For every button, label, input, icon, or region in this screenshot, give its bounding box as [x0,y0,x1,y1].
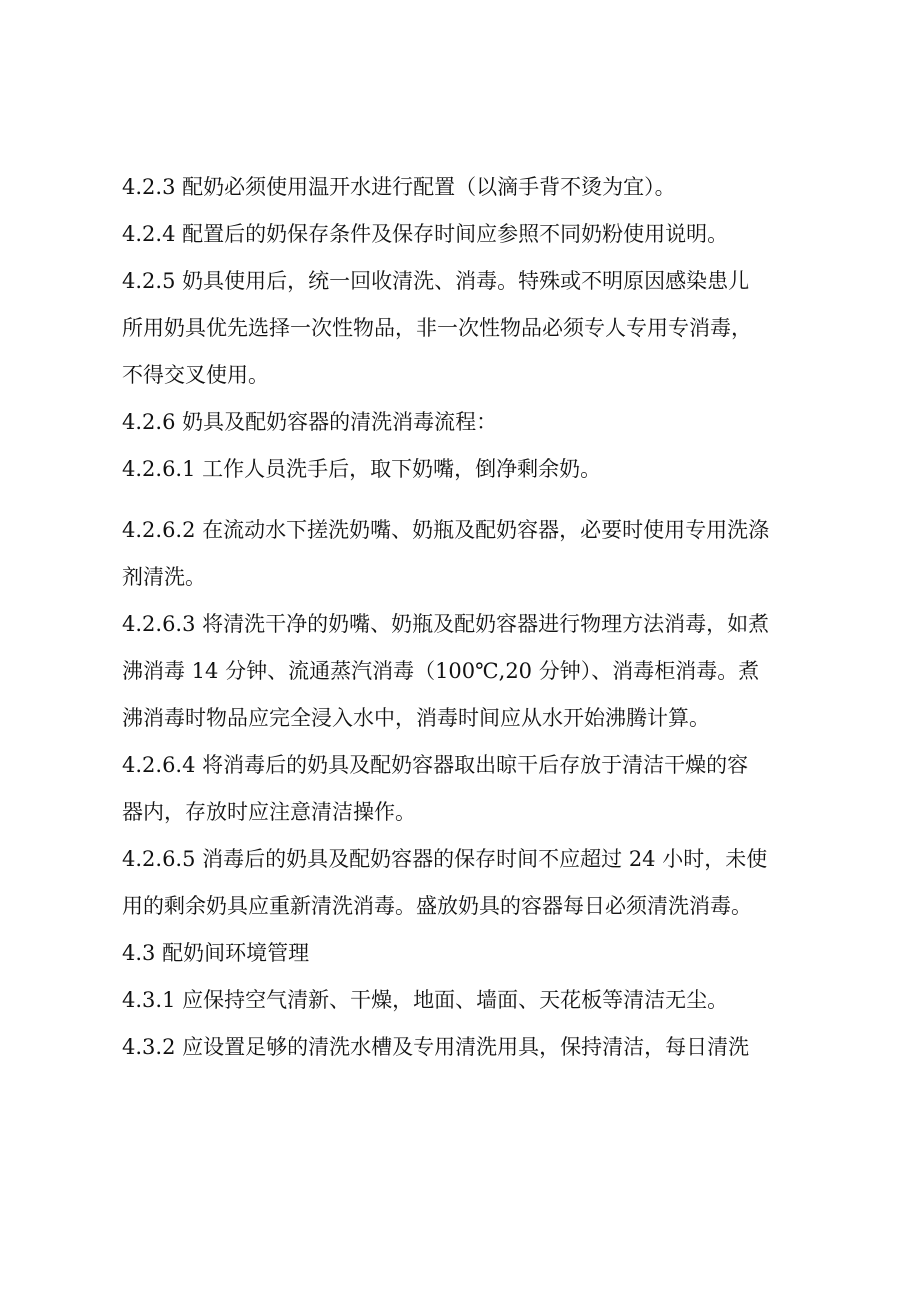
text-line: 沸消毒时物品应完全浸入水中，消毒时间应从水开始沸腾计算。 [122,706,710,730]
text-line: 4.2.3 配奶必须使用温开水进行配置（以滴手背不烫为宜）。 [122,175,676,199]
text-line: 不得交叉使用。 [122,363,269,387]
text-line: 4.3.2 应设置足够的清洗水槽及专用清洗用具，保持清洁，每日清洗 [122,1035,750,1059]
paragraph-4-3-1 [122,977,812,1024]
text-line: 4.2.6.3 将清洗干净的奶嘴、奶瓶及配奶容器进行物理方法消毒，如煮 [122,612,770,636]
paragraph-4-2-5 [122,258,812,399]
paragraph-4-2-6-5 [122,836,812,930]
text-line: 4.3.1 应保持空气清新、干燥，地面、墙面、天花板等清洁无尘。 [122,988,729,1012]
paragraph-4-2-6-3 [122,601,812,742]
text-line: 4.2.6.2 在流动水下搓洗奶嘴、奶瓶及配奶容器，必要时使用专用洗涤 [122,518,770,542]
text-line: 4.2.6.1 工作人员洗手后，取下奶嘴，倒净剩余奶。 [122,457,602,481]
section-heading-4-3 [122,930,812,977]
text-line: 4.2.6.5 消毒后的奶具及配奶容器的保存时间不应超过 24 小时，未使 [122,847,768,871]
paragraph-4-2-6-1 [122,446,812,493]
paragraph-4-2-4 [122,211,812,258]
text-line: 沸消毒 14 分钟、流通蒸汽消毒（100℃,20 分钟）、消毒柜消毒。煮 [122,659,760,683]
text-line: 所用奶具优先选择一次性物品，非一次性物品必须专人专用专消毒， [122,316,752,340]
text-line: 4.2.4 配置后的奶保存条件及保存时间应参照不同奶粉使用说明。 [122,222,729,246]
document-body [122,164,812,1071]
paragraph-4-3-2 [122,1024,812,1071]
text-line: 用的剩余奶具应重新清洗消毒。盛放奶具的容器每日必须清洗消毒。 [122,894,752,918]
text-line: 器内，存放时应注意清洁操作。 [122,800,416,824]
paragraph-4-2-6-2 [122,507,812,601]
text-line: 剂清洗。 [122,565,206,589]
paragraph-4-2-3 [122,164,812,211]
text-line: 4.2.5 奶具使用后，统一回收清洗、消毒。特殊或不明原因感染患儿 [122,269,750,293]
paragraph-4-2-6 [122,399,812,446]
text-line: 4.3 配奶间环境管理 [122,941,310,965]
text-line: 4.2.6.4 将消毒后的奶具及配奶容器取出晾干后存放于清洁干燥的容 [122,753,749,777]
text-line: 4.2.6 奶具及配奶容器的清洗消毒流程： [122,410,498,434]
paragraph-4-2-6-4 [122,742,812,836]
